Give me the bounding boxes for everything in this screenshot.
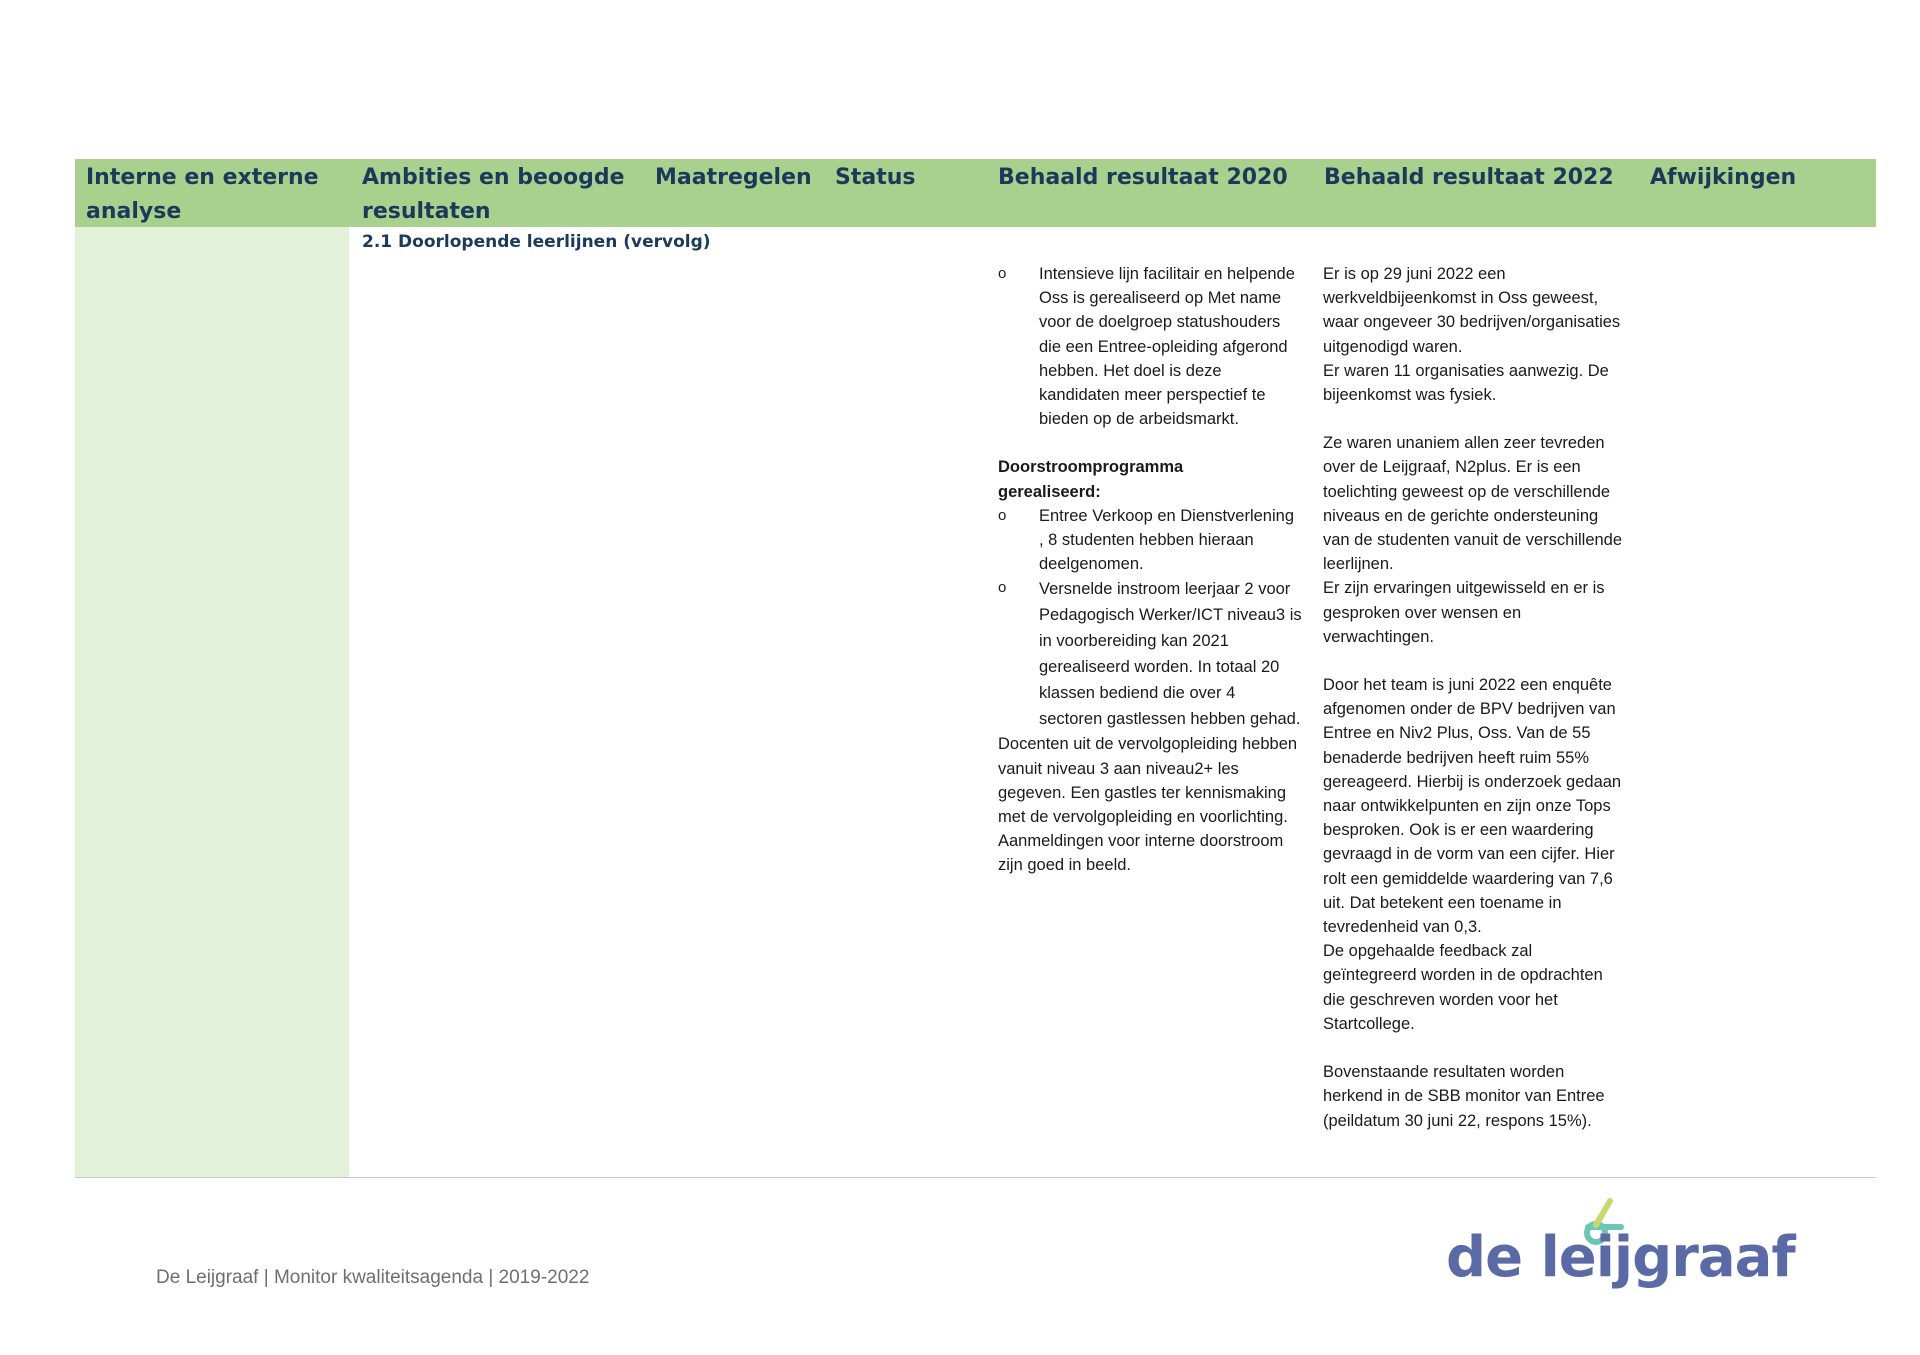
bullet-text: Versnelde instroom leerjaar 2 voor Pedagogisch Werker/ICT niveau3 is in voorbereiding kan 2021 gerealiseerd worden. In totaal 20 klassen bediend die over 4 sectoren gastlessen hebben gehad. — [1039, 580, 1302, 729]
paragraph: Er zijn ervaringen uitgewisseld en er is gesproken over wensen en verwachtingen. — [1323, 579, 1605, 646]
leijgraaf-logo — [1440, 1195, 1795, 1305]
bullet-marker: o — [998, 506, 1007, 524]
paragraph: Er is op 29 juni 2022 een werkveldbijeenkomst in Oss geweest, waar ongeveer 30 bedrijven/organisaties uitgenodigd waren. — [1323, 265, 1621, 356]
paragraph: Ze waren unaniem allen zeer tevreden over de Leijgraaf, N2plus. Er is een toelichting geweest op de verschillende niveaus en de gerichte ondersteuning van de studenten vanuit de verschillende leerlijnen. — [1323, 434, 1623, 574]
header-afwijkingen: Afwijkingen — [1650, 165, 1797, 190]
header-resultaat-2020: Behaald resultaat 2020 — [998, 165, 1288, 190]
list-item — [998, 262, 1303, 431]
bullet-text: Intensieve lijn facilitair en helpende Oss is gerealiseerd op Met name voor de doelgroep statushouders die een Entree-opleiding afgerond hebben. Het doel is deze kandidaten meer perspectief te bieden op de arbeidsmarkt. — [1039, 265, 1295, 429]
table-header-row — [75, 159, 1876, 227]
resultaat-2020-cell — [998, 262, 1303, 878]
list-item — [998, 576, 1303, 732]
list-item — [998, 504, 1303, 577]
header-interne-externe-analyse: Interne en externe analyse — [86, 165, 319, 224]
paragraph: Bovenstaande resultaten worden herkend in de SBB monitor van Entree (peildatum 30 juni 22, respons 15%). — [1323, 1063, 1605, 1130]
paragraph: Docenten uit de vervolgopleiding hebben vanuit niveau 3 aan niveau2+ les gegeven. Een gastles ter kennismaking met de vervolgopleiding en voorlichting. Aanmeldingen voor interne doorstroom zijn goed in beeld. — [998, 735, 1298, 875]
header-maatregelen: Maatregelen — [655, 165, 812, 190]
section-title: 2.1 Doorlopende leerlijnen (vervolg) — [362, 232, 711, 252]
header-status: Status — [835, 165, 916, 190]
header-ambities: Ambities en beoogde resultaten — [362, 165, 625, 224]
paragraph: Door het team is juni 2022 een enquête afgenomen onder de BPV bedrijven van Entree en Niv2 Plus, Oss. Van de 55 benaderde bedrijven heeft ruim 55% gereageerd. Hierbij is onderzoek gedaan naar ontwikkelpunten en zijn onze Tops besproken. Ook is er een waardering gevraagd in de vorm van een cijfer. Hier rolt een gemiddelde waardering van 7,6 uit. Dat betekent een toename in tevredenheid van 0,3. — [1323, 676, 1622, 937]
paragraph: De opgehaalde feedback zal geïntegreerd worden in de opdrachten die geschreven worden voor het Startcollege. — [1323, 942, 1603, 1033]
paragraph: Er waren 11 organisaties aanwezig. De bijeenkomst was fysiek. — [1323, 361, 1609, 405]
doorstroom-heading: Doorstroomprogramma gerealiseerd: — [998, 458, 1184, 501]
footer-text: De Leijgraaf | Monitor kwaliteitsagenda | 2019-2022 — [156, 1267, 590, 1288]
logo-wordmark: de leijgraaf — [1446, 1225, 1795, 1290]
bullet-text: Entree Verkoop en Dienstverlening , 8 studenten hebben hieraan deelgenomen. — [1039, 506, 1294, 574]
table-bottom-border — [75, 1177, 1876, 1178]
analyse-column-cell — [75, 227, 349, 1177]
bullet-marker: o — [998, 579, 1007, 597]
header-resultaat-2022: Behaald resultaat 2022 — [1324, 165, 1614, 190]
resultaat-2022-cell — [1323, 262, 1628, 1133]
bullet-marker: o — [998, 265, 1007, 282]
